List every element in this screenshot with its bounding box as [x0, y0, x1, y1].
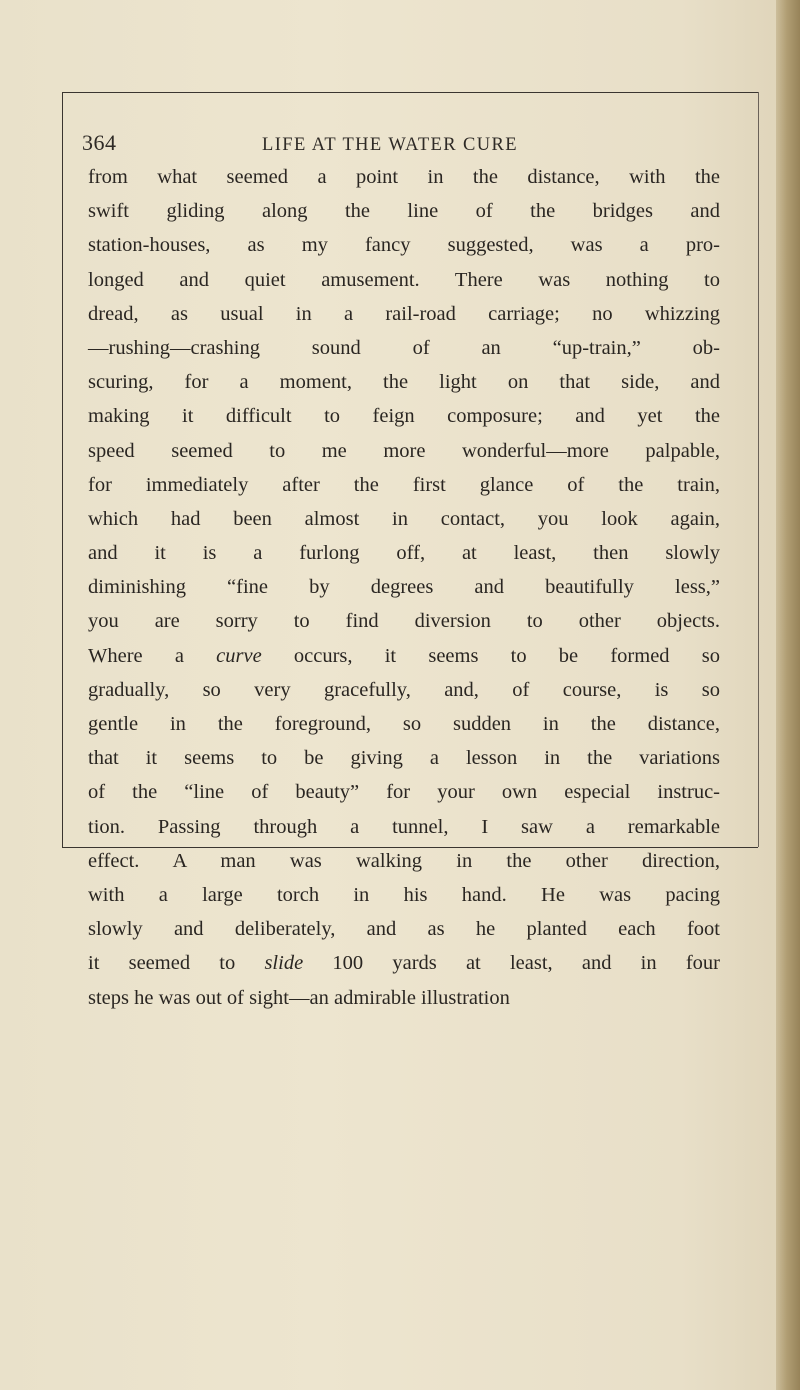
text-line: speed seemed to me more wonderful—more palpable, — [88, 439, 720, 462]
text-line: effect. A man was walking in the other direction, — [88, 849, 720, 872]
text-line: diminishing “fine by degrees and beautifully less,” — [88, 576, 720, 599]
text-line: for immediately after the first glance of the train, — [88, 473, 720, 496]
text-line: of the “line of beauty” for your own especial instruc- — [88, 781, 720, 804]
text-line: that it seems to be giving a lesson in the variations — [88, 747, 720, 770]
text-line: scuring, for a moment, the light on that side, and — [88, 371, 720, 394]
text-segment: occurs, it seems to be formed so — [261, 644, 720, 667]
text-line: tion. Passing through a tunnel, I saw a remarkable — [88, 815, 720, 838]
text-line: which had been almost in contact, you look again, — [88, 507, 720, 530]
frame-border-right — [758, 92, 759, 847]
frame-border-top — [62, 92, 758, 93]
running-head: LIFE AT THE WATER CURE — [262, 135, 518, 155]
text-line: you are sorry to find diversion to other objects. — [88, 610, 720, 633]
page-number: 364 — [82, 130, 117, 155]
text-line: dread, as usual in a rail-road carriage; no whizzing — [88, 302, 720, 325]
italic-word: curve — [216, 644, 262, 667]
text-segment: it seemed to — [88, 952, 265, 975]
text-line — [88, 639, 720, 673]
text-line: swift gliding along the line of the bridges and — [88, 200, 720, 223]
text-line: longed and quiet amusement. There was nothing to — [88, 268, 720, 291]
page-edge-shadow — [776, 0, 800, 1390]
text-line — [88, 946, 720, 980]
text-line: —rushing—crashing sound of an “up-train,” ob- — [88, 336, 720, 359]
body-text — [88, 160, 720, 1015]
text-line: making it difficult to feign composure; and yet the — [88, 405, 720, 428]
italic-word: slide — [264, 952, 304, 975]
text-line: station-houses, as my fancy suggested, was a pro- — [88, 234, 720, 257]
text-line: steps he was out of sight—an admirable illustration — [88, 986, 510, 1009]
text-line: gentle in the foreground, so sudden in the distance, — [88, 713, 720, 735]
text-segment: 100 yards at least, and in four — [303, 952, 720, 975]
text-line: gradually, so very gracefully, and, of course, is so — [88, 678, 720, 701]
text-line: from what seemed a point in the distance, with the — [88, 166, 720, 188]
text-line: and it is a furlong off, at least, then slowly — [88, 542, 720, 565]
text-line: with a large torch in his hand. He was pacing — [88, 883, 720, 906]
frame-border-left — [62, 92, 63, 847]
text-segment: Where a — [88, 644, 217, 667]
text-line: slowly and deliberately, and as he planted each foot — [88, 918, 720, 941]
